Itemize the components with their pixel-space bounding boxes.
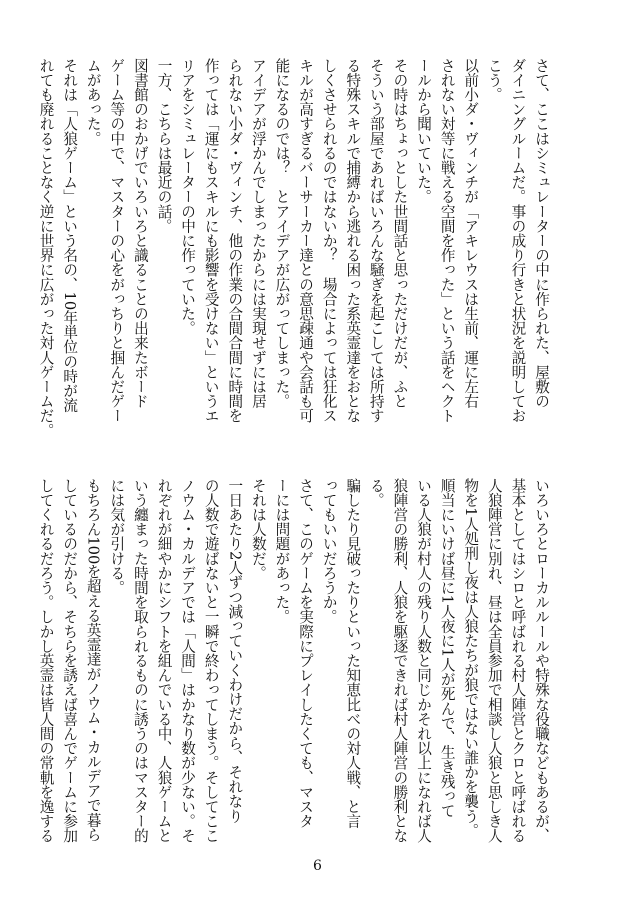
text-line: ールから聞いていた。	[415, 58, 433, 204]
text-line: 基本としてはシロと呼ばれる村人陣営とクロと呼ばれる	[509, 478, 527, 843]
text-line: る。	[367, 478, 385, 508]
text-line: 以前小ダ・ヴィンチが「アキレウスは生前、運に左右	[462, 58, 480, 409]
text-line: れても廃れることなく逆に世界に広がった対人ゲームだ。	[37, 58, 55, 438]
text-line: る特殊スキルで捕縛から逃れる困った系英霊達をおとな	[344, 58, 362, 423]
text-line: 図書館のおかげでいろいろと識ることの出来たボード	[131, 58, 149, 409]
text-line: 人狼陣営に別れ、昼は全員参加で相談し人狼と思しき人	[485, 478, 503, 843]
text-line: それは人数だ。	[249, 478, 267, 581]
text-line: しているのだから、そちらを誘えば喜んでゲームに参加	[61, 478, 79, 843]
text-line: れぞれが細やかにシフトを組んでいる中、人狼ゲームと	[155, 478, 173, 843]
text-line: の人数で遊ばないと一瞬で終わってしまう。そしてここ	[202, 478, 220, 843]
text-line: ってもいいだろうか。	[320, 478, 338, 624]
text-line: ムがあった。	[84, 58, 102, 146]
text-line: されない対等に戦える空間を作った」という話をヘクト	[438, 58, 456, 423]
text-line: 作っては「運にもスキルにも影響を受けない」というエ	[202, 58, 220, 423]
text-line: 騙したり見破ったりといった知恵比べの対人戦、と言	[344, 478, 362, 829]
text-line: ーには問題があった。	[273, 478, 291, 624]
text-line: リアをシミュレーターの中に作っていた。	[179, 58, 197, 336]
text-line: ノウム・カルデアでは「人間」はかなり数が少ない。そ	[179, 478, 197, 843]
text-line: さて、ここはシミュレーターの中に作られた、屋敷の	[533, 58, 550, 409]
text-line: ゲーム等の中で、マスターの心をがっちりと掴んだゲー	[108, 58, 126, 423]
text-line: もちろん100を超える英霊達がノウム・カルデアで暮ら	[84, 478, 102, 842]
text-line: してくれるだろう。しかし英霊は皆人間の常軌を逸する	[37, 478, 55, 843]
text-line: には気が引ける。	[108, 478, 126, 595]
text-line: しくさせられるのではないか？ 場合によっては狂化ス	[320, 58, 338, 423]
text-line: そういう部屋であればいろんな騒ぎを起こしては所持す	[367, 58, 385, 423]
text-line: 物を1人処刑し夜は人狼たちが狼ではない誰かを襲う。	[462, 478, 480, 838]
page-number: 6	[313, 858, 322, 874]
text-line: 能になるのでは？ とアイデアが広がってしまった。	[273, 58, 291, 409]
text-line: それは「人狼ゲーム」という名の、10年単位の時が流	[61, 58, 79, 413]
text-line: 順当にいけば昼に1人夜に1人が死んで、生き残って	[438, 478, 456, 818]
text-line: その時はちょっとした世間話と思っただけだが、ふと	[391, 58, 409, 409]
text-line: 一方、こちらは最近の話。	[155, 58, 173, 234]
text-line: いう纏まった時間を取られるものに誘うのはマスター的	[131, 478, 149, 843]
text-line: こう。	[485, 58, 503, 102]
text-line: ダイニングルームだ。事の成り行きと状況を説明してお	[509, 58, 527, 423]
text-line: アイデアが浮かんでしまったからには実現せずには居	[249, 58, 267, 409]
text-line: キルが高すぎるバーサーカー達との意思疎通や会話も可	[297, 58, 315, 423]
text-line: 狼陣営の勝利、人狼を駆逐できれば村人陣営の勝利とな	[391, 478, 409, 843]
text-line: 一日あたり2人ずつ減っていくわけだから、それなり	[226, 478, 244, 824]
text-line: いろいろとローカルルールや特殊な役職などもあるが、	[533, 478, 550, 843]
text-line: いる人狼が村人の残り人数と同じかそれ以上になれば人	[415, 478, 433, 843]
text-line: られない小ダ・ヴィンチ、他の作業の合間合間に時間を	[226, 58, 244, 423]
upper-text-block	[34, 58, 553, 438]
text-line: さて、このゲームを実際にプレイしたくても、マスタ	[297, 478, 315, 829]
lower-text-block	[34, 478, 553, 853]
